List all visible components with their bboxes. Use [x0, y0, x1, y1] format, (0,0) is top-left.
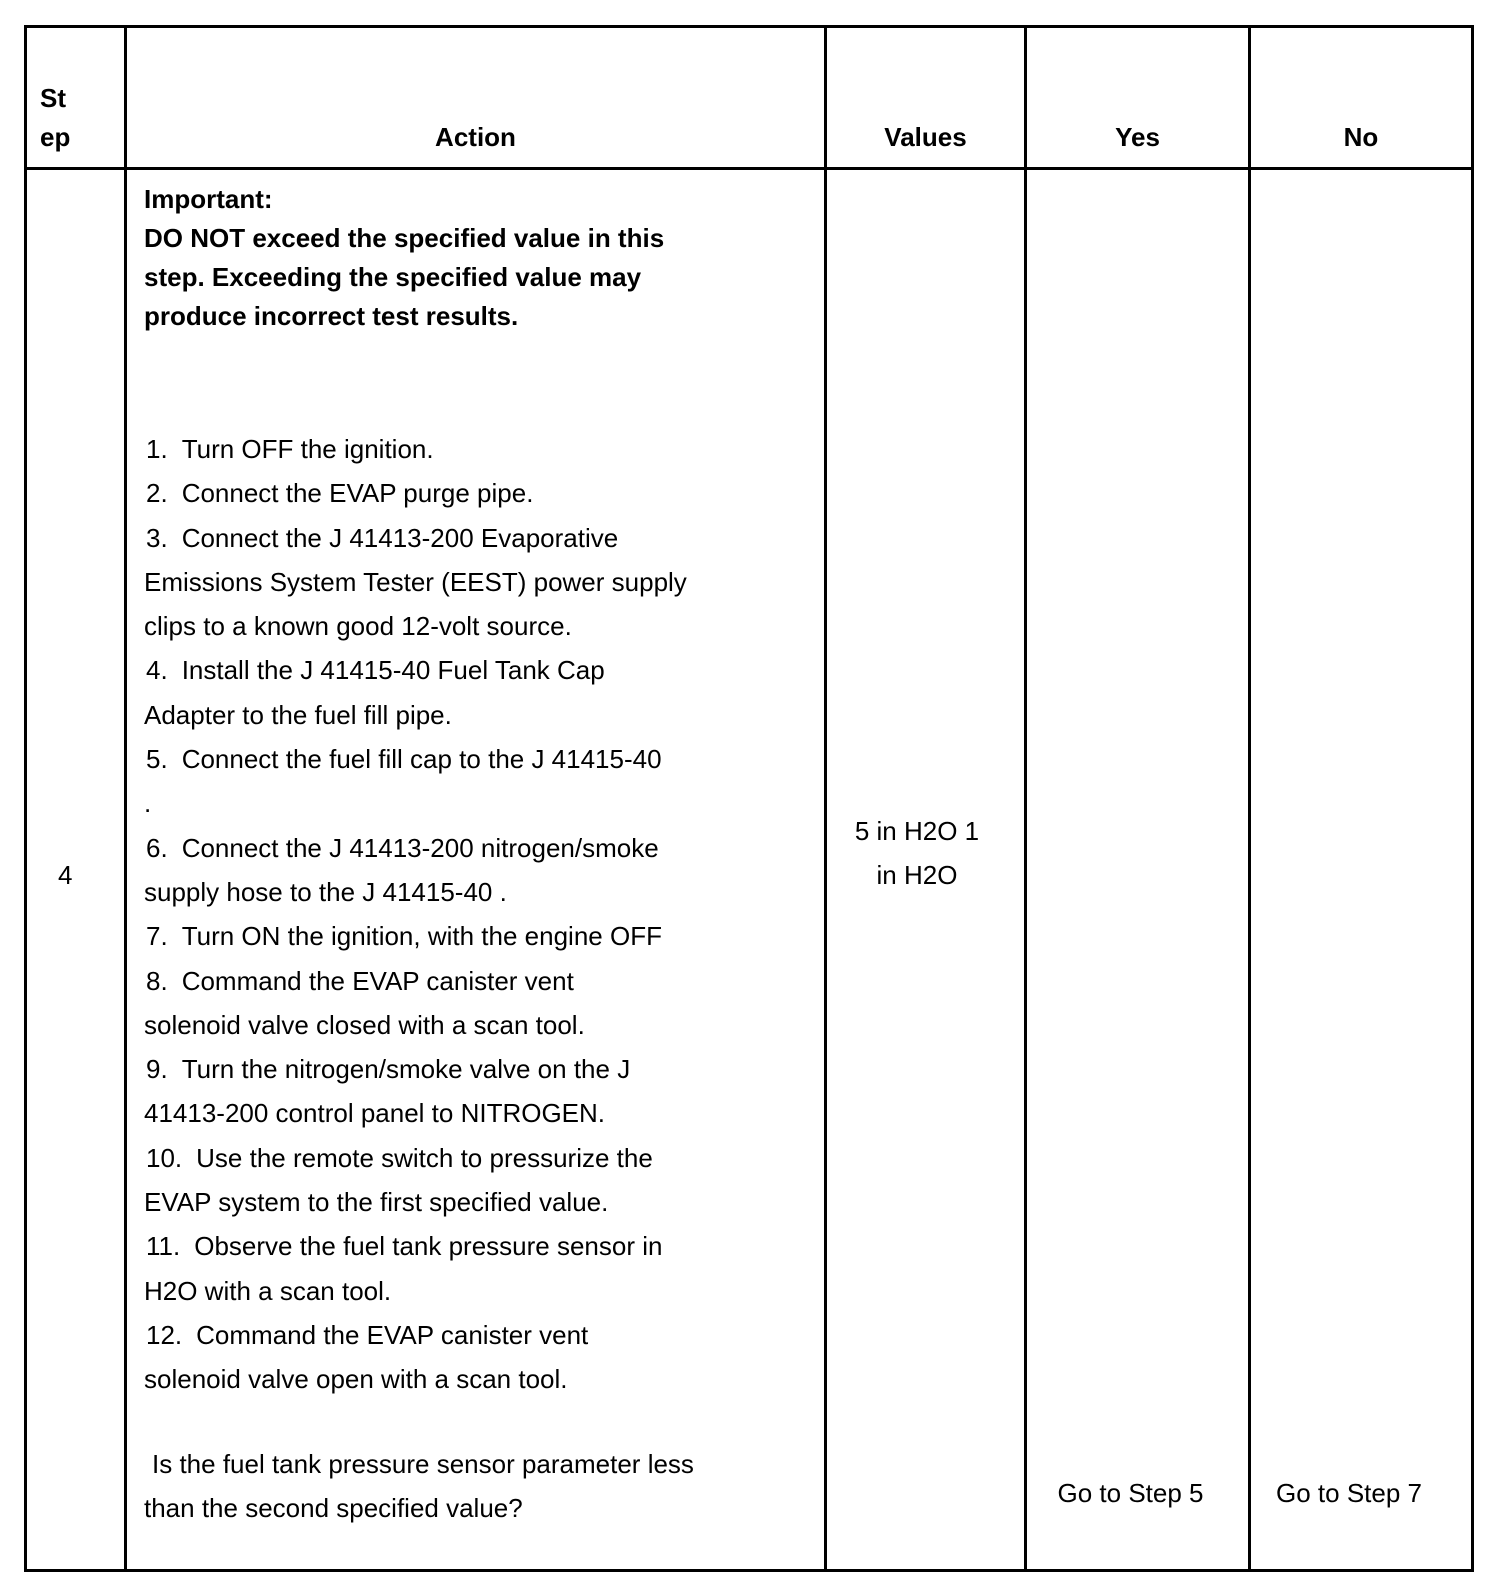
procedure-table	[24, 25, 1474, 1572]
step-number: 4	[58, 860, 73, 890]
action-cell	[144, 180, 764, 1530]
step-text: EVAP system to the first specified value.	[144, 1187, 609, 1218]
step-text: H2O with a scan tool.	[144, 1275, 392, 1306]
step-line	[144, 1180, 764, 1224]
step-index: 3.	[146, 522, 168, 553]
step-line	[144, 781, 764, 825]
step-line	[144, 1224, 764, 1268]
step-index: 2.	[146, 478, 168, 509]
step-text: Observe the fuel tank pressure sensor in	[194, 1231, 663, 1262]
col-divider-yes-no	[1248, 25, 1251, 1572]
question-line: than the second specified value?	[144, 1492, 523, 1523]
step-text: Command the EVAP canister vent	[181, 965, 574, 996]
step-line	[144, 1269, 764, 1313]
step-index: 6.	[146, 832, 168, 863]
header-divider	[24, 167, 1474, 170]
step-line	[144, 1003, 764, 1047]
step-text: Connect the J 41413-200 Evaporative	[181, 522, 619, 553]
step-line	[144, 959, 764, 1003]
step-text: Connect the fuel fill cap to the J 41415-40	[181, 744, 662, 775]
header-values: Values	[884, 122, 967, 152]
step-index: 9.	[146, 1054, 168, 1085]
step-text: supply hose to the J 41415-40 .	[144, 876, 507, 907]
values-line: 5 in H2O 1	[854, 816, 980, 846]
no-result: Go to Step 7	[1276, 1478, 1422, 1508]
question	[144, 1442, 764, 1531]
header-no: No	[1343, 122, 1379, 152]
header-step-line1: St	[40, 83, 66, 113]
step-text: Connect the J 41413-200 nitrogen/smoke	[181, 832, 659, 863]
important-line: step. Exceeding the specified value may	[144, 262, 642, 292]
step-text: Command the EVAP canister vent	[196, 1319, 589, 1350]
step-line	[144, 1047, 764, 1091]
step-text: clips to a known good 12-volt source.	[144, 611, 572, 642]
step-index: 11.	[146, 1231, 181, 1262]
step-line	[144, 737, 764, 781]
step-index: 5.	[146, 744, 168, 775]
step-index: 12.	[146, 1319, 183, 1350]
table-top-border	[24, 25, 1474, 28]
important-line: produce incorrect test results.	[144, 301, 519, 331]
step-text: Install the J 41415-40 Fuel Tank Cap	[181, 655, 605, 686]
step-line	[144, 826, 764, 870]
step-text: Turn OFF the ignition.	[181, 434, 434, 464]
step-line	[144, 1357, 764, 1401]
step-line	[144, 914, 764, 958]
table-right-border	[1471, 25, 1474, 1572]
step-line	[144, 471, 764, 515]
step-line	[144, 427, 764, 471]
step-index: 10.	[146, 1142, 183, 1173]
col-divider-values-yes	[1024, 25, 1027, 1572]
table-left-border	[24, 25, 27, 1572]
yes-result: Go to Step 5	[1057, 1478, 1204, 1508]
step-text: .	[144, 788, 152, 819]
step-line	[144, 1091, 764, 1135]
step-line	[144, 516, 764, 560]
step-line	[144, 693, 764, 737]
step-index: 4.	[146, 655, 168, 686]
values-line: in H2O	[876, 860, 958, 890]
header-action: Action	[435, 122, 516, 152]
col-divider-action-values	[824, 25, 827, 1572]
values-cell	[827, 809, 1007, 897]
question-line: Is the fuel tank pressure sensor parameter less	[152, 1448, 694, 1479]
step-text: Turn the nitrogen/smoke valve on the J	[181, 1054, 631, 1085]
step-text: Connect the EVAP purge pipe.	[181, 478, 534, 509]
step-line	[144, 870, 764, 914]
procedure-steps	[144, 427, 764, 1402]
col-divider-step-action	[124, 25, 127, 1572]
step-text: Use the remote switch to pressurize the	[196, 1142, 653, 1173]
step-text: Emissions System Tester (EEST) power supply	[144, 566, 687, 597]
step-text: Turn ON the ignition, with the engine OFF	[181, 921, 662, 952]
step-line	[144, 1313, 764, 1357]
step-text: Adapter to the fuel fill pipe.	[144, 699, 452, 730]
important-label: Important:	[144, 184, 273, 214]
header-yes: Yes	[1115, 122, 1160, 152]
step-line	[144, 604, 764, 648]
step-text: solenoid valve closed with a scan tool.	[144, 1009, 585, 1040]
step-line	[144, 560, 764, 604]
header-step	[40, 79, 70, 157]
step-line	[144, 1136, 764, 1180]
step-text: 41413-200 control panel to NITROGEN.	[144, 1098, 606, 1129]
table-bottom-border	[24, 1569, 1474, 1572]
important-line: DO NOT exceed the specified value in this	[144, 223, 665, 253]
step-line	[144, 648, 764, 692]
header-step-line2: ep	[40, 122, 71, 152]
step-index: 7.	[146, 921, 168, 952]
step-text: solenoid valve open with a scan tool.	[144, 1364, 568, 1395]
step-index: 8.	[146, 965, 168, 996]
step-index: 1.	[146, 434, 168, 464]
